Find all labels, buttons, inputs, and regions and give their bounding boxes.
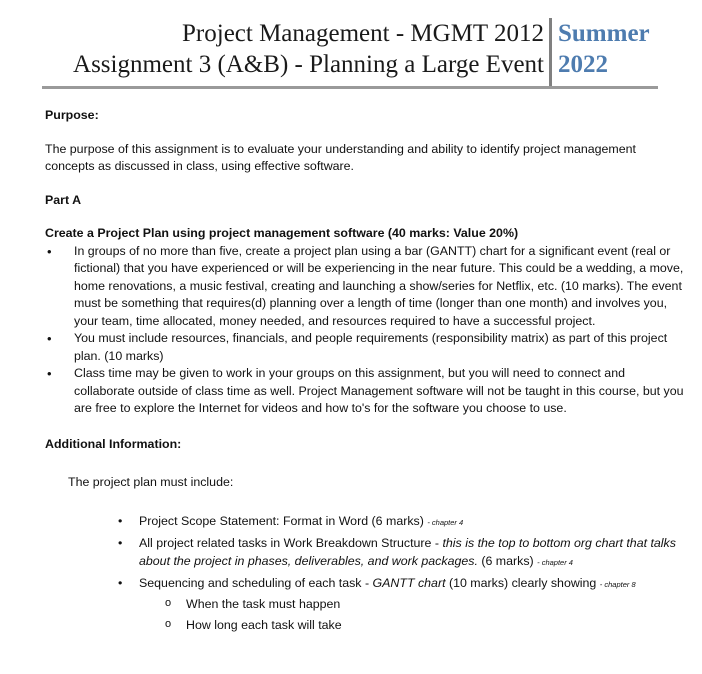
sub-list-item: o When the task must happen: [163, 596, 685, 614]
list-item: • In groups of no more than five, create a project plan using a bar (GANTT) chart for a significant event (real or fictional) that you have experienced or will be experiencing in the near future. This could be a wedding, a move, home renovations, a music festival, creating and launching a show/series for Netflix, etc. (10 marks). The event must be something that requires(d) planning over a length of time (longer than one month) and involves you, your team, time allocated, money needed, and resources required to have a successful project.: [45, 243, 685, 331]
part-a-bullets: [45, 243, 685, 418]
item-text: All project related tasks in Work Breakdown Structure -: [139, 536, 443, 550]
term-label: [558, 18, 650, 80]
list-item: • You must include resources, financials, and people requirements (responsibility matrix) as part of this project plan. (10 marks): [45, 330, 685, 365]
list-item: [116, 535, 685, 571]
additional-heading: Additional Information:: [45, 436, 182, 451]
assignment-title: Assignment 3 (A&B) - Planning a Large Event: [73, 51, 544, 78]
item-marks: (6 marks): [477, 553, 534, 568]
list-item: • Class time may be given to work in your groups on this assignment, but you will need to connect and collaborate outside of class time as well. Project Management software will not be taught in this course, but you are free to explore the Internet for videos and how to's for the software you choose to use.: [45, 365, 685, 418]
item-text: Sequencing and scheduling of each task -: [139, 576, 373, 590]
item-text: Project Scope Statement: Format in Word (6 marks): [139, 513, 424, 528]
list-item: [116, 513, 685, 532]
course-title: Project Management - MGMT 2012: [182, 20, 544, 47]
purpose-text: The purpose of this assignment is to evaluate your understanding and ability to identify project management concepts as discussed in class, using effective software.: [45, 141, 636, 173]
item-marks: (10 marks) clearly showing: [445, 576, 597, 590]
part-a-subheading: Create a Project Plan using project management software (40 marks: Value 20%): [45, 226, 519, 240]
list-item: [116, 575, 685, 635]
document-body: [45, 107, 685, 639]
requirements-list: [45, 513, 685, 635]
title-block: [73, 18, 544, 80]
term-season: Summer: [558, 20, 650, 47]
item-italic: GANTT chart: [372, 576, 446, 590]
additional-intro: The project plan must include:: [68, 475, 234, 489]
part-a-heading: Part A: [45, 192, 82, 207]
term-year: 2022: [558, 51, 608, 78]
document-header: [0, 0, 702, 92]
chapter-ref: - chapter 4: [537, 557, 573, 567]
sub-list: [139, 596, 685, 635]
header-divider: [549, 18, 552, 88]
header-rule: [42, 86, 658, 89]
chapter-ref: - chapter 4: [427, 517, 464, 527]
chapter-ref: - chapter 8: [599, 580, 636, 589]
sub-list-item: o How long each task will take: [163, 617, 685, 635]
purpose-heading: Purpose:: [45, 108, 99, 122]
item-italic: this is the top to bottom org chart that talks about the project in phases, deliverables, and work packages.: [139, 536, 676, 568]
